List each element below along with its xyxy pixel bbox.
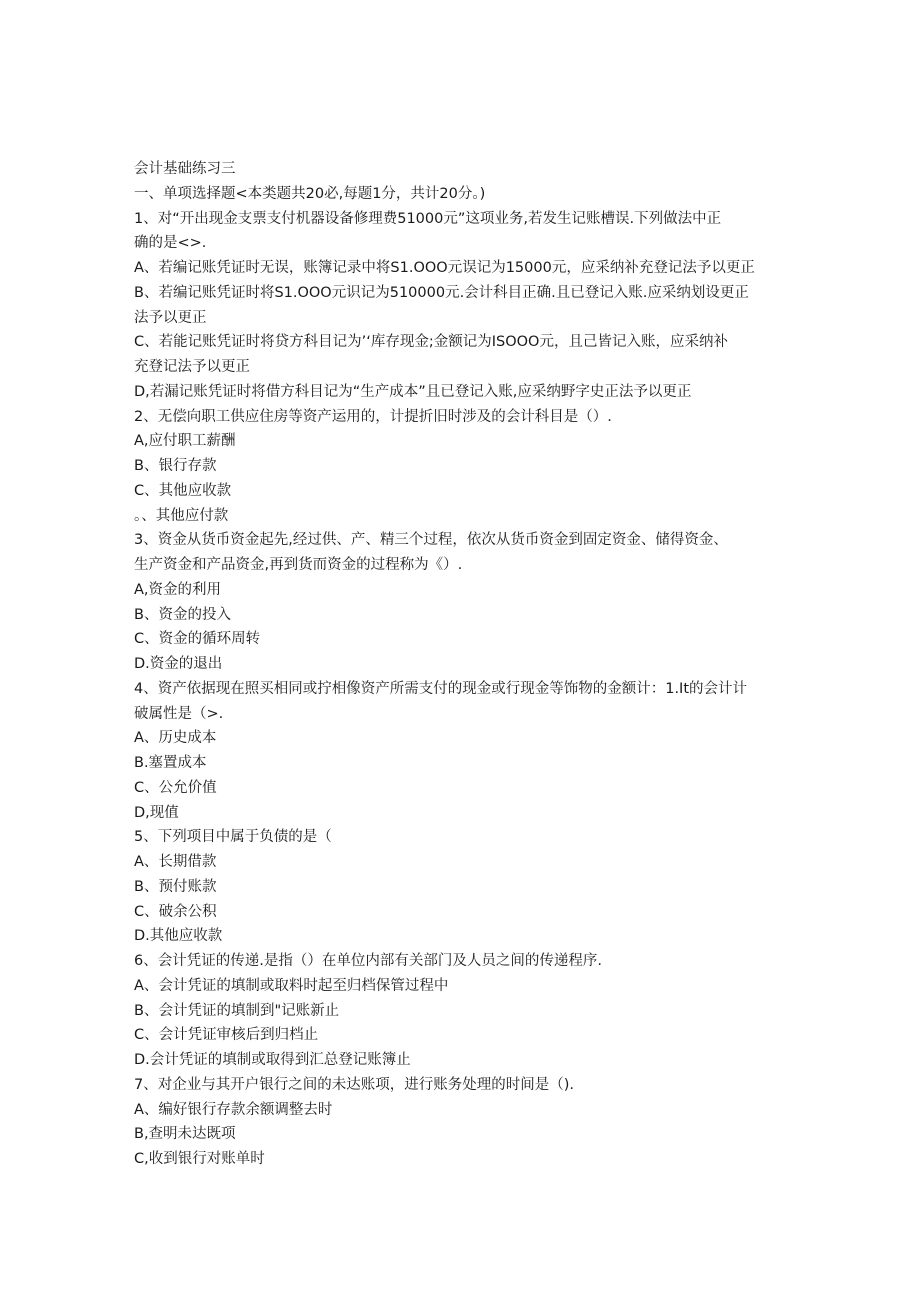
question-7: 7、对企业与其开户银行之间的未达账项，进行账务处理的时间是（). bbox=[134, 1076, 574, 1093]
question-5-option-c: C、破余公积 bbox=[134, 903, 217, 920]
question-2: 2、无偿向职工供应住房等资产运用的，计提折旧时涉及的会计科目是（）. bbox=[134, 408, 612, 425]
question-6: 6、会计凭证的传递.是指（）在单位内部有关部门及人员之间的传递程序. bbox=[134, 953, 602, 969]
question-7-option-c: C,收到银行对账单时 bbox=[134, 1151, 265, 1167]
question-7-option-a: A、编好银行存款余额调整去时 bbox=[134, 1101, 333, 1118]
question-3-option-c: C、资金的循环周转 bbox=[134, 631, 261, 648]
question-1-line-1: 1、对“开出现金支票支付机器设备修理费51000元”这项业务,若发生记账槽误.下列做法中正 bbox=[134, 210, 722, 227]
question-1-option-a: A、若编记账凭证时无误，账簿记录中将S1.OOO元误记为15000元，应采纳补充登记法予以更正 bbox=[134, 260, 755, 276]
question-3-line-1: 3、资金从货币资金起先,经过供、产、精三个过程，依次从货币资金到固定资金、储得资金、 bbox=[134, 532, 728, 549]
document-body bbox=[134, 157, 784, 1172]
question-6-option-b: B、会计凭证的填制到"记账新止 bbox=[134, 1002, 340, 1019]
question-1-option-c: C、若能记账凭证时将贷方科目记为’‘库存现金;金额记为ISOOO元，且己皆记入账，应采纳补 bbox=[134, 334, 728, 351]
section-heading: 一、单项选择题<本类题共20必,每题1分，共计20分。) bbox=[134, 185, 486, 202]
question-4-line-2: 破属性是（>. bbox=[134, 705, 224, 722]
document-title: 会计基础练习三 bbox=[134, 161, 236, 177]
question-4-line-1: 4、资产依据现在照买相同或拧相像资产所需支付的现金或行现金等饰物的金额计：1.It的会计计 bbox=[134, 680, 748, 697]
question-5-option-a: A、长期借款 bbox=[134, 854, 217, 870]
question-4-option-c: C、公允价值 bbox=[134, 779, 217, 796]
question-1-option-d: D,若漏记账凭证时将借方科目记为“生产成本”且已登记入账,应采纳野字史正法予以更正 bbox=[134, 383, 692, 400]
question-1-line-2: 确的是<>. bbox=[134, 235, 207, 252]
question-6-option-d: D.会计凭证的填制或取得到汇总登记账簿止 bbox=[134, 1052, 411, 1068]
question-2-option-c: C、其他应收款 bbox=[134, 482, 232, 499]
question-1-option-b-cont: 法予以更正 bbox=[134, 309, 207, 326]
question-4-option-a: A、历史成本 bbox=[134, 730, 217, 747]
question-7-option-b: B,查明未达既项 bbox=[134, 1126, 236, 1143]
question-6-option-a: A、会计凭证的填制或取料时起至归档保管过程中 bbox=[134, 977, 449, 994]
question-2-option-a: A,应付职工薪酬 bbox=[134, 433, 236, 450]
question-4-option-d: D,现值 bbox=[134, 804, 179, 821]
question-3-option-a: A,资金的利用 bbox=[134, 581, 222, 598]
question-3-option-b: B、资金的投入 bbox=[134, 606, 231, 623]
question-5-option-b: B、预付账款 bbox=[134, 878, 217, 895]
question-2-option-b: B、银行存款 bbox=[134, 458, 217, 474]
question-3-option-d: D.资金的退出 bbox=[134, 656, 223, 672]
question-4-option-b: B.塞置成本 bbox=[134, 755, 207, 771]
question-2-option-d: 。、其他应付款 bbox=[134, 507, 229, 524]
question-3-line-2: 生产资金和产品资金,再到货而资金的过程称为《）. bbox=[134, 557, 463, 573]
question-6-option-c: C、会计凭证审核后到归档止 bbox=[134, 1027, 319, 1044]
question-5: 5、下列项目中属于负债的是（ bbox=[134, 829, 332, 846]
question-1-option-b: B、若编记账凭证时将S1.OOO元识记为510000元.会计科目正确.且已登记入账.应采纳划设更正 bbox=[134, 284, 749, 301]
question-5-option-d: D.其他应收款 bbox=[134, 928, 223, 945]
question-1-option-c-cont: 充登记法予以更正 bbox=[134, 359, 250, 375]
